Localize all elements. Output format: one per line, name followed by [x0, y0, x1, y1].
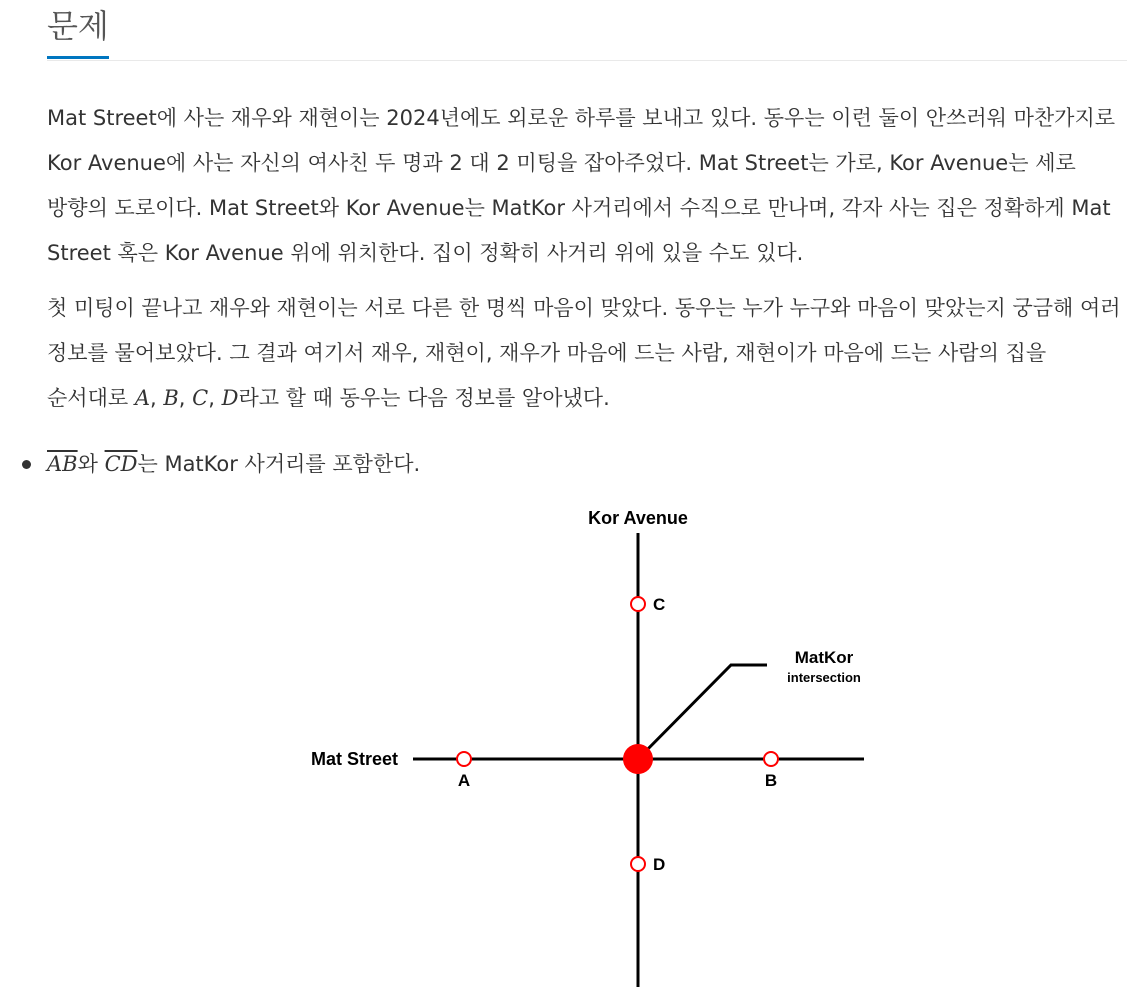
point-b-label: B	[764, 771, 778, 790]
sep-2: ,	[178, 386, 193, 410]
segment-cd: $\overline{CD}$	[104, 452, 138, 476]
paragraph-2	[47, 286, 1127, 421]
bullet-icon	[22, 460, 31, 469]
segment-ab: $\overline{AB}$	[47, 452, 78, 476]
var-c: C	[192, 386, 209, 410]
point-a-label: A	[457, 771, 471, 790]
point-c-label: C	[653, 595, 666, 614]
house-d-marker	[631, 857, 645, 871]
intersection-leader-line	[638, 665, 767, 759]
problem-description	[47, 96, 1127, 431]
sep-3: ,	[208, 386, 222, 410]
condition-list	[0, 442, 420, 487]
paragraph-2-tail: 라고 할 때 동우는 다음 정보를 알아냈다.	[238, 386, 610, 410]
var-a: A	[134, 386, 150, 410]
condition-joiner: 와	[77, 452, 105, 476]
intersection-label-line2: intersection	[787, 670, 861, 685]
intersection-label-line1: MatKor	[794, 648, 854, 667]
house-c-marker	[631, 597, 645, 611]
house-a-marker	[457, 752, 471, 766]
point-d-label: D	[653, 855, 666, 874]
list-item	[0, 442, 420, 487]
sep-1: ,	[150, 386, 164, 410]
matkor-intersection-marker	[623, 744, 653, 774]
var-b: B	[163, 386, 179, 410]
section-title: 문제	[47, 4, 109, 59]
condition-text: 는 MatKor 사거리를 포함한다.	[137, 452, 421, 476]
street-diagram	[290, 495, 890, 990]
section-header	[47, 0, 1127, 61]
var-d: D	[221, 386, 239, 410]
mat-street-label: Mat Street	[310, 749, 398, 769]
house-b-marker	[764, 752, 778, 766]
kor-avenue-label: Kor Avenue	[588, 508, 688, 528]
paragraph-2-lead: 첫 미팅이 끝나고 재우와 재현이는 서로 다른 한 명씩 마음이 맞았다. 동우는 누가 누구와 마음이 맞았는지 궁금해 여러 정보를 물어보았다. 그 결과 여기서 재우, 재현이, 재우가 마음에 드는 사람, 재현이가 마음에 드는 사람의 집을 순서대로	[47, 296, 1121, 410]
paragraph-1: Mat Street에 사는 재우와 재현이는 2024년에도 외로운 하루를 보내고 있다. 동우는 이런 둘이 안쓰러워 마찬가지로 Kor Avenue에 사는 자신의 여사친 두 명과 2 대 2 미팅을 잡아주었다. Mat Street는 가로, Kor Avenue는 세로 방향의 도로이다. Mat Street와 Kor Avenue는 MatKor 사거리에서 수직으로 만나며, 각자 사는 집은 정확하게 Mat Street 혹은 Kor Avenue 위에 위치한다. 집이 정확히 사거리 위에 있을 수도 있다.	[47, 106, 1116, 265]
